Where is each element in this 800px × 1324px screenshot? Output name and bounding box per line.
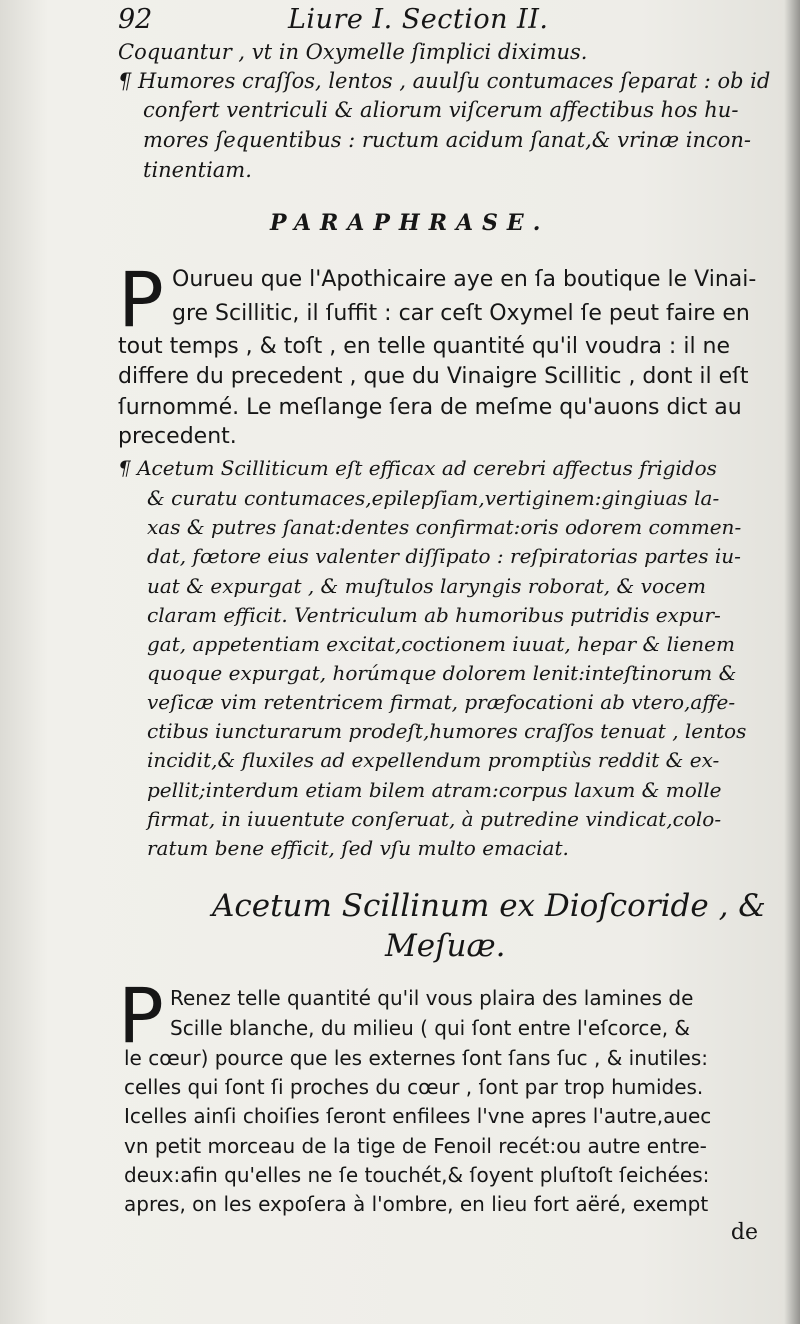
latin-top-line: mores ſequentibus : ructum acidum ſanat,& vrinæ incon- [143, 128, 751, 152]
latin-line: xas & putres ſanat:dentes confirmat:oris odorem commen- [147, 515, 742, 539]
latin-line: veſicæ vim retentricem firmat, præfocationi ab vtero,affe- [147, 690, 736, 714]
text-line: le cœur) pource que les externes ſont ſans ſuc , & inutiles: [124, 1046, 708, 1070]
drop-cap: P [118, 971, 164, 1060]
page-header [118, 4, 758, 36]
text-line: ſurnommé. Le meſlange ſera de meſme qu'auons dict au [118, 395, 742, 420]
text-line: apres, on les expoſera à l'ombre, en lieu fort aëré, exempt [124, 1192, 709, 1216]
latin-line: ratum bene efficit, ſed vſu multo emaciat. [147, 836, 569, 860]
text-line: Renez telle quantité qu'il vous plaira des lamines de [170, 986, 694, 1010]
latin-top-line: tinentiam. [143, 158, 252, 182]
latin-line: quoque expurgat, horúmque dolorem lenit:inteſtinorum & [147, 661, 737, 685]
catchword: de [730, 1220, 758, 1245]
text-line: gre Scillitic, il ſuffit : car ceſt Oxymel ſe peut faire en [172, 301, 750, 326]
running-head: Liure I. Section II. [288, 4, 549, 35]
paraphrase-heading: PARAPHRASE. [270, 210, 550, 236]
latin-line: claram efficit. Ventriculum ab humoribus putridis expur- [147, 603, 721, 627]
text-line: deux:afin qu'elles ne ſe touchét,& ſoyent pluſtoſt ſeichées: [124, 1163, 710, 1187]
latin-line: ctibus iuncturarum prodeſt,humores craſſos tenuat , lentos [147, 719, 747, 743]
text-line: precedent. [118, 424, 237, 449]
latin-line: uat & expurgat , & muſtulos laryngis roborat, & vocem [147, 574, 707, 598]
page-edge-shadow [784, 0, 800, 1324]
text-line: Ourueu que l'Apothicaire aye en ſa boutique le Vinai- [172, 267, 757, 292]
section-title-line-1: Acetum Scillinum ex Dioſcoride , & [212, 888, 766, 924]
section-title-line-2: Meſuæ. [385, 928, 506, 964]
text-line: vn petit morceau de la tige de Fenoil recét:ou autre entre- [124, 1134, 707, 1158]
text-line: Scille blanche, du milieu ( qui ſont entre l'eſcorce, & [170, 1016, 691, 1040]
latin-line: incidit,& fluxiles ad expellendum promptiùs reddit & ex- [147, 748, 720, 772]
latin-line: firmat, in iuuentute conſeruat, à putredine vindicat,colo- [147, 807, 722, 831]
latin-line: gat, appetentiam excitat,coctionem iuuat, hepar & lienem [147, 632, 735, 656]
latin-top-line: Coquantur , vt in Oxymelle ſimplici diximus. [118, 40, 588, 64]
latin-line: pellit;interdum etiam bilem atram:corpus laxum & molle [147, 778, 722, 802]
text-line: differe du precedent , que du Vinaigre Scillitic , dont il eſt [118, 364, 749, 389]
latin-top-line: ¶ Humores craſſos, lentos , auulſu contumaces ſeparat : ob id [118, 69, 771, 93]
latin-top-line: confert ventriculi & aliorum viſcerum affectibus hos hu- [143, 98, 739, 122]
page-number: 92 [118, 4, 153, 35]
text-line: tout temps , & toſt , en telle quantité qu'il voudra : il ne [118, 334, 731, 359]
latin-line: & curatu contumaces,epilepſiam,vertiginem:gingiuas la- [147, 486, 720, 510]
drop-cap: P [118, 255, 164, 344]
text-line: celles qui ſont ſi proches du cœur , ſont par trop humides. [124, 1075, 704, 1099]
text-line: Icelles ainſi choiſies ſeront enfilees l'vne apres l'autre,auec [124, 1104, 712, 1128]
latin-line: dat, fœtore eius valenter diſſipato : reſpiratorias partes iu- [147, 544, 741, 568]
latin-line: ¶ Acetum Scilliticum eſt efficax ad cerebri affectus frigidos [118, 456, 717, 480]
